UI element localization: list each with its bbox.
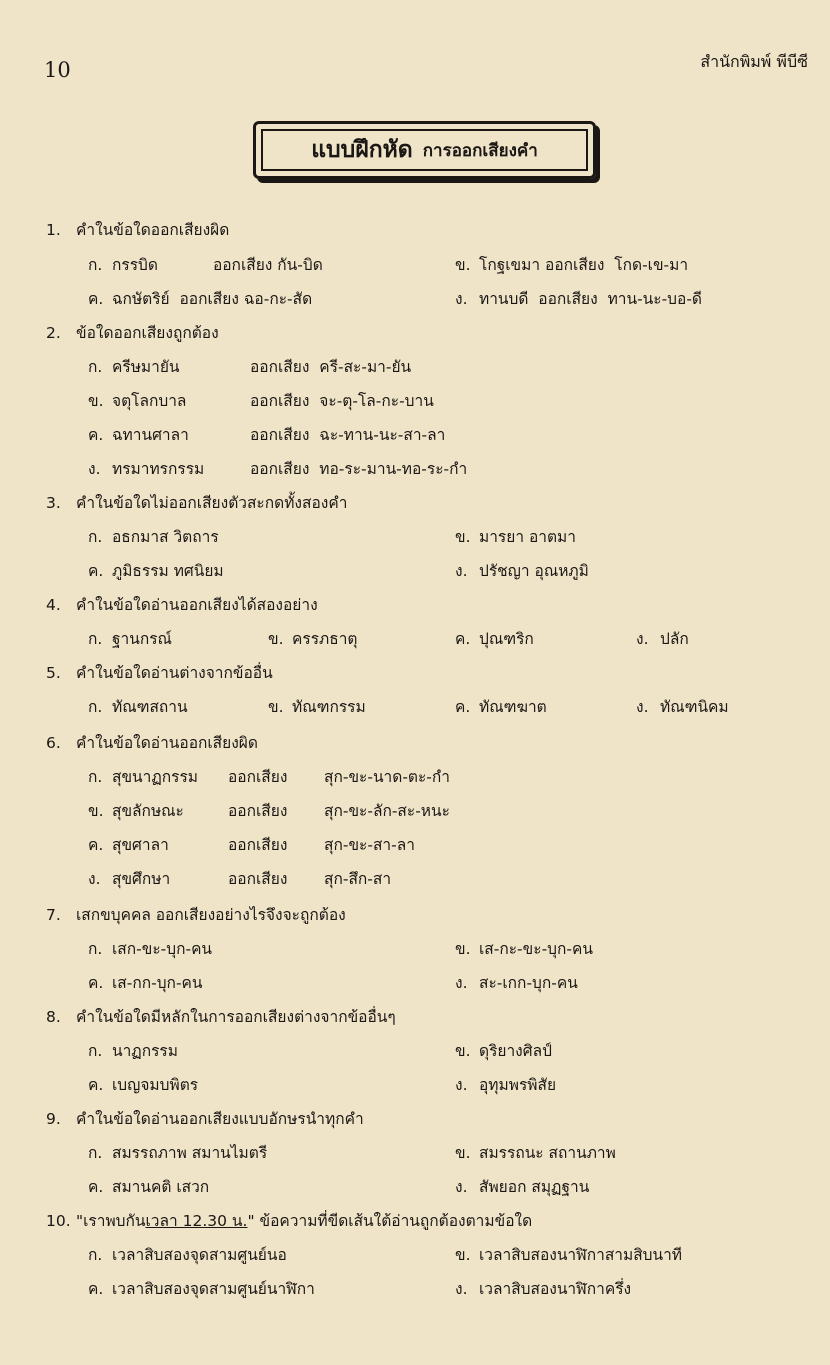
- option-9-a: ก. สมรรถภาพ สมานไมตรี: [88, 1144, 268, 1162]
- option-5-a: ก. ทัณฑสถาน: [88, 698, 188, 716]
- option-7-b: ข. เส-กะ-ขะ-บุก-คน: [455, 940, 593, 958]
- option-5-d: ง. ทัณฑนิคม: [636, 698, 729, 716]
- option-5-c: ค. ทัณฑฆาต: [455, 698, 547, 716]
- option-2-c: ค. ฉทานศาลา ออกเสียง ฉะ-ทาน-นะ-สา-ลา: [88, 426, 446, 444]
- option-1-c: ค. ฉกษัตริย์ ออกเสียง ฉอ-กะ-สัด: [88, 290, 313, 308]
- option-1-b: ข. โกฐเขมา ออกเสียง โกด-เข-มา: [455, 256, 689, 274]
- question-7: 7. เสกขบุคคล ออกเสียงอย่างไรจึงจะถูกต้อง: [46, 906, 346, 924]
- option-10-c: ค. เวลาสิบสองจุดสามศูนย์นาฬิกา: [88, 1280, 315, 1298]
- option-2-a: ก. ครีษมายัน ออกเสียง ครี-สะ-มา-ยัน: [88, 358, 412, 376]
- option-9-d: ง. สัพยอก สมุฏฐาน: [455, 1178, 590, 1196]
- exercise-title-box: [253, 121, 596, 179]
- exercise-subtitle: การออกเสียงคำ: [422, 140, 538, 161]
- option-3-a: ก. อธกมาส วิตถาร: [88, 528, 219, 546]
- option-4-d: ง. ปลัก: [636, 630, 689, 648]
- exercise-title: แบบฝึกหัด: [311, 137, 413, 163]
- question-2: 2. ข้อใดออกเสียงถูกต้อง: [46, 324, 219, 342]
- option-6-d: ง. สุขศึกษา ออกเสียง สุก-สึก-สา: [88, 870, 392, 888]
- option-5-b: ข. ทัณฑกรรม: [268, 698, 366, 716]
- option-8-c: ค. เบญจมบพิตร: [88, 1076, 199, 1094]
- page-number: 10: [44, 58, 71, 82]
- option-7-a: ก. เสก-ขะ-บุก-คน: [88, 940, 213, 958]
- question-8: 8. คำในข้อใดมีหลักในการออกเสียงต่างจากข้ออื่นๆ: [46, 1008, 396, 1026]
- option-2-b: ข. จตุโลกบาล ออกเสียง จะ-ตุ-โล-กะ-บาน: [88, 392, 434, 410]
- question-10: 10. "เราพบกันเวลา 12.30 น." ข้อความที่ขีดเส้นใต้อ่านถูกต้องตามข้อใด: [46, 1212, 533, 1230]
- publisher-name: สำนักพิมพ์ พีบีซี: [700, 52, 808, 71]
- option-4-c: ค. ปุณฑริก: [455, 630, 534, 648]
- option-7-c: ค. เส-กก-บุก-คน: [88, 974, 203, 992]
- option-9-c: ค. สมานคติ เสวก: [88, 1178, 210, 1196]
- option-2-d: ง. ทรมาทรกรรม ออกเสียง ทอ-ระ-มาน-ทอ-ระ-กำ: [88, 460, 468, 478]
- option-8-b: ข. ดุริยางศิลป์: [455, 1042, 552, 1060]
- underlined-phrase: เวลา 12.30 น.: [145, 1212, 248, 1230]
- option-9-b: ข. สมรรถนะ สถานภาพ: [455, 1144, 616, 1162]
- option-6-b: ข. สุขลักษณะ ออกเสียง สุก-ขะ-ลัก-สะ-หนะ: [88, 802, 450, 820]
- question-3: 3. คำในข้อใดไม่ออกเสียงตัวสะกดทั้งสองคำ: [46, 494, 348, 512]
- question-4: 4. คำในข้อใดอ่านออกเสียงได้สองอย่าง: [46, 596, 318, 614]
- option-4-b: ข. ครรภธาตุ: [268, 630, 358, 648]
- option-1-d: ง. ทานบดี ออกเสียง ทาน-นะ-บอ-ดี: [455, 290, 702, 308]
- question-5: 5. คำในข้อใดอ่านต่างจากข้ออื่น: [46, 664, 273, 682]
- option-10-b: ข. เวลาสิบสองนาฬิกาสามสิบนาที: [455, 1246, 683, 1264]
- option-10-d: ง. เวลาสิบสองนาฬิกาครึ่ง: [455, 1280, 632, 1298]
- option-8-a: ก. นาฏกรรม: [88, 1042, 178, 1060]
- question-1: 1. คำในข้อใดออกเสียงผิด: [46, 221, 230, 239]
- option-10-a: ก. เวลาสิบสองจุดสามศูนย์นอ: [88, 1246, 287, 1264]
- option-8-d: ง. อุทุมพรพิสัย: [455, 1076, 557, 1094]
- question-9: 9. คำในข้อใดอ่านออกเสียงแบบอักษรนำทุกคำ: [46, 1110, 364, 1128]
- option-6-a: ก. สุขนาฏกรรม ออกเสียง สุก-ขะ-นาด-ตะ-กำ: [88, 768, 450, 786]
- option-6-c: ค. สุขศาลา ออกเสียง สุก-ขะ-สา-ลา: [88, 836, 415, 854]
- option-3-d: ง. ปรัชญา อุณหภูมิ: [455, 562, 589, 580]
- option-3-c: ค. ภูมิธรรม ทศนิยม: [88, 562, 224, 580]
- option-7-d: ง. สะ-เกก-บุก-คน: [455, 974, 578, 992]
- option-4-a: ก. ฐานกรณ์: [88, 630, 172, 648]
- question-6: 6. คำในข้อใดอ่านออกเสียงผิด: [46, 734, 258, 752]
- option-1-a: ก. กรรบิด ออกเสียง กัน-บิด: [88, 256, 323, 274]
- option-3-b: ข. มารยา อาตมา: [455, 528, 576, 546]
